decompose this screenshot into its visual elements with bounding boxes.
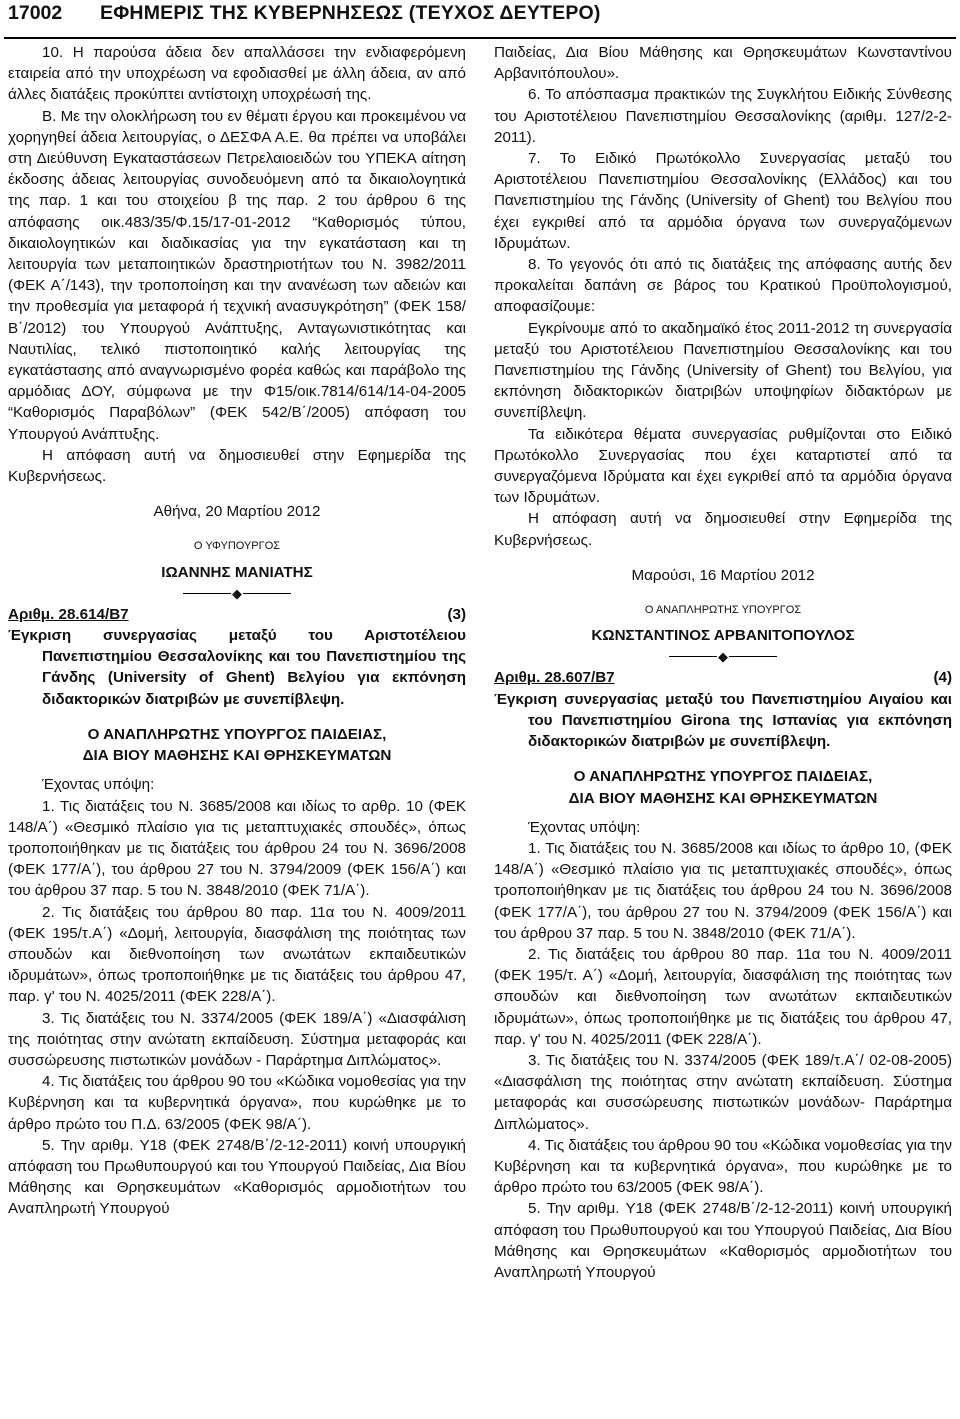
separator: [8, 583, 466, 604]
decision-index: (3): [447, 605, 466, 623]
place-date: Αθήνα, 20 Μαρτίου 2012: [153, 503, 321, 521]
consideration-item: 5. Την αριθμ. Υ18 (ΦΕΚ 2748/Β΄/2-12-2011) κοινή υπουργική απόφαση του Πρωθυπουργού και του Υπουργού Παιδείας, Δια Βίου Μάθησης και Θρησκευμάτων «Καθορισμός αρμοδιοτήτων του Αναπληρωτή Υπουργού: [494, 1200, 952, 1281]
paragraph: Β. Με την ολοκλήρωση του εν θέματι έργου και προκειμένου να χορηγηθεί άδεια λειτουργίας, ο ΔΕΣΦΑ Α.Ε. θα πρέπει να υποβάλει στη Διεύθυνση Εγκαταστάσεων Πετρελαιοειδών του ΥΠΕΚΑ αίτηση έκδοσης άδειας λειτουργίας συνοδευόμενη από τα δικαιολογητικά της παρ. 1 και του στοιχείου β της παρ. 2 του άρθρου 6 της απόφασης οικ.483/35/Φ.15/17-01-2012 “Καθορισμός τύπου, δικαιολογητικών και διαδικασίας για την εγκατάσταση και τη λειτουργία των μεταποιητικών δραστηριοτήτων του Ν. 3982/2011 (ΦΕΚ Α΄/143), την τροποποίηση και την ανανέωση των αδειών και την προθεσμία για μεταφορά ή τεχνική ανασυγκρότηση” (ΦΕΚ 158/Β΄/2012) του Υπουργού Ανάπτυξης, Ανταγωνιστικότητας και Ναυτιλίας, τελικό πιστοποιητικό καλής λειτουργίας της εγκατάστασης από αναγνωρισμένο φορέα καθώς και παράβολο της αρμόδιας ΔΟΥ, σύμφωνα με την Φ15/οικ.7814/614/14-04-2005 “Καθορισμός Παραβόλων” (ΦΕΚ 542/Β΄/2005) απόφαση του Υπουργού Ανάπτυξης.: [8, 107, 466, 443]
authority-line-1: Ο ΑΝΑΠΛΗΡΩΤΗΣ ΥΠΟΥΡΓΟΣ ΠΑΙΔΕΙΑΣ,: [87, 725, 387, 743]
consideration-item: 5. Την αριθμ. Υ18 (ΦΕΚ 2748/Β΄/2-12-2011) κοινή υπουργική απόφαση του Πρωθυπουργού και του Υπουργού Παιδείας, Δια Βίου Μάθησης και Θρησκευμάτων «Καθορισμός αρμοδιοτήτων του Αναπληρωτή Υπουργού: [8, 1136, 466, 1218]
left-column: [8, 42, 466, 1283]
signer-name: ΙΩΑΝΝΗΣ ΜΑΝΙΑΤΗΣ: [161, 563, 313, 581]
decision-number: Αριθμ. 28.614/Β7: [8, 605, 129, 623]
signer-title: Ο ΑΝΑΠΛΗΡΩΤΗΣ ΥΠΟΥΡΓΟΣ: [644, 604, 802, 617]
paragraph: 8. Το γεγονός ότι από τις διατάξεις της απόφασης αυτής δεν προκαλείται δαπάνη σε βάρος του Κρατικού Προϋπολογισμού, αποφασίζουμε:: [494, 256, 952, 316]
consideration-item: 4. Τις διατάξεις του άρθρου 90 του «Κώδικα νομοθεσίας για την Κυβέρνηση και τα κυβερνητικά όργανα», που κυρώθηκε με το άρθρο πρώτο του 63/2005 (ΦΕΚ 98/Α΄).: [494, 1136, 953, 1197]
separator: [494, 646, 952, 667]
paragraph: 10. Η παρούσα άδεια δεν απαλλάσσει την ενδιαφερόμενη εταιρεία από την υποχρέωση να εφοδιασθεί με άλλη άδεια, αν από άλλες διατάξεις προκύπτει αντίστοιχη υποχρέωσή της.: [8, 44, 466, 104]
consideration-item: 3. Τις διατάξεις του Ν. 3374/2005 (ΦΕΚ 189/τ.Α΄/ 02-08-2005) «Διασφάλιση της ποιότητας στην ανώτατη εκπαίδευση. Σύστημα μεταφοράς και συσσώρευσης πιστωτικών μονάδων- Παράρτημα Διπλώματος».: [494, 1051, 952, 1133]
diamond-icon: ◆: [232, 585, 242, 601]
right-column: [494, 42, 952, 1283]
paragraph: Εγκρίνουμε από το ακαδημαϊκό έτος 2011-2012 τη συνεργασία μεταξύ του Αριστοτέλειου Πανεπιστημίου Θεσσαλονίκης και του Πανεπιστημίου της Γάνδης (University of Ghent) του Βελγίου, για εκπόνηση διδακτορικών διατριβών υποψηφίων διδακτόρων με συνεπίβλεψη.: [494, 319, 952, 422]
authority-line-2: ΔΙΑ ΒΙΟΥ ΜΑΘΗΣΗΣ ΚΑΙ ΘΡΗΣΚΕΥΜΑΤΩΝ: [568, 789, 878, 807]
paragraph: Τα ειδικότερα θέματα συνεργασίας ρυθμίζονται στο Ειδικό Πρωτόκολλο Συνεργασίας που έχει καταρτιστεί από τα συνεργαζόμενα Ιδρύματα και έχει εγκριθεί από τα αρμόδια όργανα των Ιδρυμάτων.: [494, 425, 952, 507]
header-rule: [4, 37, 956, 39]
decision-header: [494, 667, 952, 688]
decision-number: Αριθμ. 28.607/Β7: [494, 669, 615, 687]
authority-line-2: ΔΙΑ ΒΙΟΥ ΜΑΘΗΣΗΣ ΚΑΙ ΘΡΗΣΚΕΥΜΑΤΩΝ: [82, 747, 392, 765]
paragraph: 6. Το απόσπασμα πρακτικών της Συγκλήτου Ειδικής Σύνθεσης του Αριστοτέλειου Πανεπιστημίου Θεσσαλονίκης (αριθμ. 127/2-2-2011).: [494, 86, 952, 146]
signer-title: Ο ΥΦΥΠΟΥΡΓΟΣ: [193, 540, 281, 553]
decision-index: (4): [933, 669, 952, 687]
consideration-item: 1. Τις διατάξεις του Ν. 3685/2008 και ιδίως το αρθρ. 10 (ΦΕΚ 148/Α΄) «Θεσμικό πλαίσιο για τις μεταπτυχιακές σπουδές», όπως τροποποιήθηκαν με τις διατάξεις του άρθρου 24 του Ν. 3696/2008 (ΦΕΚ 177/Α΄), του άρθρου 27 του Ν. 3794/2009 (ΦΕΚ 156/Α΄) και του άρθρου 37 παρ. 5 του Ν. 3848/2010 (ΦΕΚ 71/Α΄).: [8, 797, 466, 900]
authority-line-1: Ο ΑΝΑΠΛΗΡΩΤΗΣ ΥΠΟΥΡΓΟΣ ΠΑΙΔΕΙΑΣ,: [573, 768, 873, 786]
paragraph: Παιδείας, Δια Βίου Μάθησης και Θρησκευμάτων Κωνσταντίνου Αρβανιτόπουλου».: [494, 44, 952, 83]
consideration-item: 2. Τις διατάξεις του άρθρου 80 παρ. 11α του Ν. 4009/2011 (ΦΕΚ 195/τ. Α΄) «Δομή, λειτουργία, διασφάλιση της ποιότητας των σπουδών και διεθνοποίηση των ανωτάτων εκπαιδευτικών ιδρυμάτων», όπως τροποποιήθηκε με τις διατάξεις του άρθρου 47, παρ. γ' του Ν. 4025/2011 (ΦΕΚ 228/Α΄).: [494, 945, 952, 1048]
consideration-item: 3. Τις διατάξεις του Ν. 3374/2005 (ΦΕΚ 189/Α΄) «Διασφάλιση της ποιότητας στην ανώτατη εκπαίδευση. Σύστημα μεταφοράς και συσσώρευσης πιστωτικών μονάδων - Παράρτημα Διπλώματος».: [8, 1009, 466, 1069]
paragraph: Η απόφαση αυτή να δημοσιευθεί στην Εφημερίδα της Κυβερνήσεως.: [8, 446, 466, 486]
diamond-icon: ◆: [718, 649, 728, 665]
consideration-item: 2. Τις διατάξεις του άρθρου 80 παρ. 11α του Ν. 4009/2011 (ΦΕΚ 195/τ.Α΄) «Δομή, λειτουργία, διασφάλιση της ποιότητας των σπουδών και διεθνοποίηση των ανωτάτων εκπαιδευτικών ιδρυμάτων», όπως τροποποιήθηκε με τις διατάξεις του άρθρου 47, παρ. γ' του Ν. 4025/2011 (ΦΕΚ 228/Α΄).: [8, 903, 466, 1006]
columns: [8, 42, 952, 1283]
paragraph: 7. Το Ειδικό Πρωτόκολλο Συνεργασίας μεταξύ του Αριστοτέλειου Πανεπιστημίου Θεσσαλονίκης (Ελλάδος) και του Πανεπιστημίου της Γάνδης (University of Ghent) του Βελγίου που έχει εγκριθεί από τα αρμόδια όργανα των συνεργαζόμενων Ιδρυμάτων.: [494, 150, 952, 252]
decision-title: Έγκριση συνεργασίας μεταξύ του Πανεπιστημίου Αιγαίου και του Πανεπιστημίου Girona της Ισπανίας για εκπόνηση διδακτορικών διατριβών με συνεπίβλεψη.: [494, 690, 952, 751]
paragraph: Η απόφαση αυτή να δημοσιευθεί στην Εφημερίδα της Κυβερνήσεως.: [494, 510, 952, 549]
consideration-item: 4. Τις διατάξεις του άρθρου 90 του «Κώδικα νομοθεσίας για την Κυβέρνηση και τα κυβερνητικά όργανα», που κυρώθηκε με το άρθρο πρώτο του Π.Δ. 63/2005 (ΦΕΚ 98/Α΄).: [8, 1073, 467, 1133]
gazette-title: ΕΦΗΜΕΡΙΣ ΤΗΣ ΚΥΒΕΡΝΗΣΕΩΣ (ΤΕΥΧΟΣ ΔΕΥΤΕΡΟ): [100, 2, 601, 24]
signer-name: ΚΩΝΣΤΑΝΤΙΝΟΣ ΑΡΒΑΝΙΤΟΠΟΥΛΟΣ: [591, 627, 855, 645]
decision-title: Έγκριση συνεργασίας μεταξύ του Αριστοτέλειου Πανεπιστημίου Θεσσαλονίκης και του Πανεπιστημίου της Γάνδης (University of Ghent) Βελγίου για εκπόνηση διδακτορικών διατριβών με συνεπίβλεψη.: [8, 627, 466, 708]
decision-header: [8, 604, 466, 625]
place-date: Μαρούσι, 16 Μαρτίου 2012: [631, 566, 815, 584]
considering-label: Έχοντας υπόψη:: [42, 776, 155, 794]
page-number: 17002: [8, 2, 63, 24]
page-header: [4, 0, 956, 38]
consideration-item: 1. Τις διατάξεις του Ν. 3685/2008 και ιδίως το άρθρο 10, (ΦΕΚ 148/Α΄) «Θεσμικό πλαίσιο για τις μεταπτυχιακές σπουδές», όπως τροποποιήθηκαν με τις διατάξεις του άρθρου 24 του Ν. 3696/2008 (ΦΕΚ 177/Α΄), του άρθρου 27 του Ν. 3794/2009 (ΦΕΚ 156/Α΄) και του άρθρου 37 παρ. 5 του Ν. 3848/2010 (ΦΕΚ 71/Α΄).: [494, 839, 952, 942]
considering-label: Έχοντας υπόψη:: [528, 818, 641, 836]
